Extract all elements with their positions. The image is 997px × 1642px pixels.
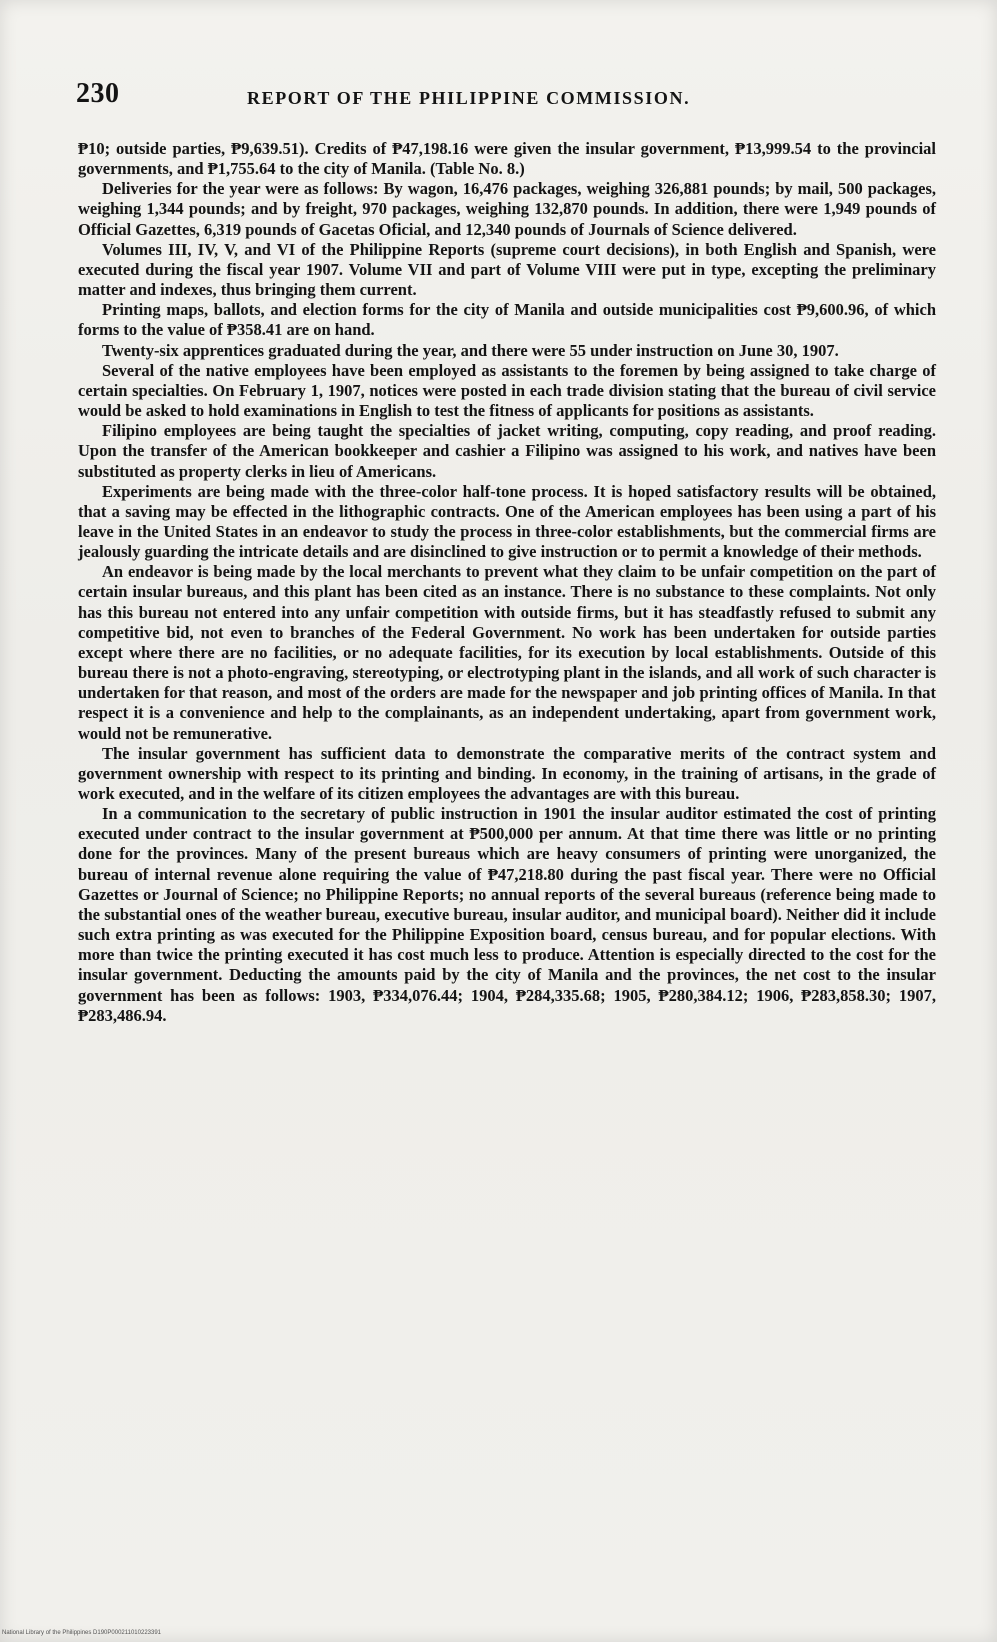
paragraph-unfair-competition: An endeavor is being made by the local merchants to prevent what they claim to be unfair competition on the part of certain insular bureaus, and this plant has been cited as an instance. There is no substance to these complaints. Not only has this bureau not entered into any unfair competition with outside firms, but it has steadfastly refused to submit any competitive bid, not even to branches of the Federal Government. No work has been undertaken for outside parties except where there are no facilities, or no adequate facilities, for its execution by local establishments. Outside of this bureau there is not a photo-engraving, stereotyping, or electrotyping plant in the islands, and all work of such character is undertaken for that reason, and most of the orders are made for the newspaper and job printing offices of Manila. In that respect it is a convenience and help to the complainants, as an independent undertaking, apart from government work, would not be remunerative. [78,562,936,743]
paragraph-filipino-employees: Filipino employees are being taught the specialties of jacket writing, computing, copy reading, and proof reading. Upon the transfer of the American bookkeeper and cashier a Filipino was assigned to his work, and natives have been substituted as property clerks in lieu of Americans. [78,421,936,481]
paragraph-experiments: Experiments are being made with the three-color half-tone process. It is hoped satisfactory results will be obtained, that a saving may be effected in the lithographic contracts. One of the American employees has been using a part of his leave in the United States in an endeavor to study the process in three-color establishments, but the commercial firms are jealously guarding the intricate details and are disinclined to give instruction or to permit a knowledge of their methods. [78,481,936,562]
running-title: REPORT OF THE PHILIPPINE COMMISSION. [247,88,691,108]
paragraph-native-employees: Several of the native employees have been employed as assistants to the foremen by being assigned to take charge of certain specialties. On February 1, 1907, notices were posted in each trade division stating that the bureau of civil service would be asked to hold examinations in English to test the fitness of applicants for positions as assistants. [78,360,936,421]
library-credit: National Library of the Philippines D190P000211010223391 [2,1630,162,1636]
paragraph-printing-maps: Printing maps, ballots, and election forms for the city of Manila and outside municipalities cost ₱9,600.96, of which forms to the value of ₱358.41 are on hand. [78,300,936,340]
paragraph-cost-comparison: In a communication to the secretary of public instruction in 1901 the insular auditor estimated the cost of printing executed under contract to the insular government at ₱500,000 per annum. At that time there was little or no printing done for the provinces. Many of the present bureaus which are heavy consumers of printing were unorganized, the bureau of internal revenue alone requiring the value of ₱47,218.80 during the past fiscal year. There were no Official Gazettes or Journal of Science; no Philippine Reports; no annual reports of the several bureaus (reference being made to the substantial ones of the weather bureau, executive bureau, insular auditor, and municipal board). Neither did it include such extra printing as was executed for the Philippine Exposition board, census bureau, and for popular elections. With more than twice the printing executed it has cost much less to produce. Attention is especially directed to the cost for the insular government. Deducting the amounts paid by the city of Manila and the provinces, the net cost to the insular government has been as follows: 1903, ₱334,076.44; 1904, ₱284,335.68; 1905, ₱280,384.12; 1906, ₱283,858.30; 1907, ₱283,486.94. [78,804,936,1025]
paragraph-philippine-reports: Volumes III, IV, V, and VI of the Philippine Reports (supreme court decisions), in both English and Spanish, were executed during the fiscal year 1907. Volume VII and part of Volume VIII were put in type, excepting the preliminary matter and indexes, thus bringing them current. [78,239,936,300]
paragraph-credits: ₱10; outside parties, ₱9,639.51). Credits of ₱47,198.16 were given the insular government, ₱13,999.54 to the provincial governments, and ₱1,755.64 to the city of Manila. (Table No. 8.) [78,139,936,179]
page-number: 230 [76,78,120,109]
paragraph-contract-system: The insular government has sufficient data to demonstrate the comparative merits of the contract system and government ownership with respect to its printing and binding. In economy, in the training of artisans, in the grade of work executed, and in the welfare of its citizen employees the advantages are with this bureau. [78,743,936,803]
running-head [72,78,940,118]
paragraph-deliveries: Deliveries for the year were as follows: By wagon, 16,476 packages, weighing 326,881 pounds; by mail, 500 packages, weighing 1,344 pounds; and by freight, 970 packages, weighing 132,870 pounds. In addition, there were 1,949 pounds of Official Gazettes, 6,319 pounds of Gacetas Oficial, and 12,340 pounds of Journals of Science delivered. [78,179,936,239]
body-text [78,139,936,1026]
paragraph-apprentices: Twenty-six apprentices graduated during the year, and there were 55 under instruction on June 30, 1907. [102,340,839,360]
